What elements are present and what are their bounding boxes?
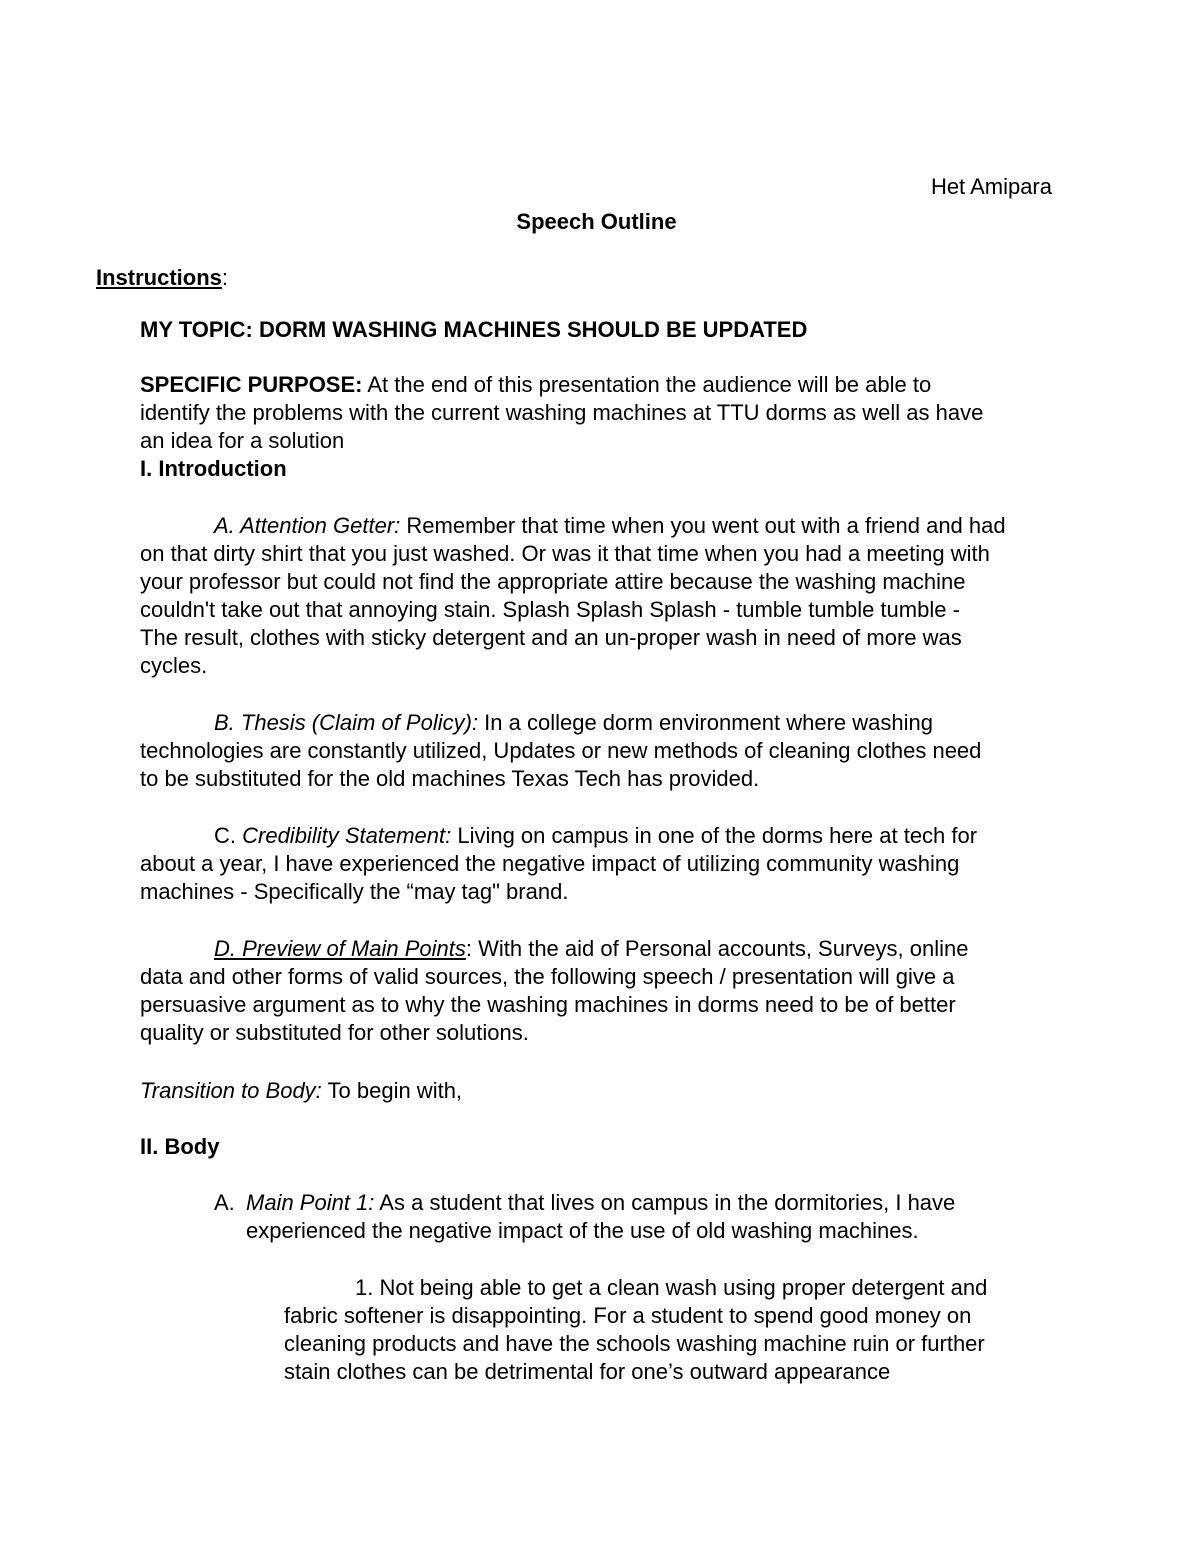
instructions-colon: : — [221, 265, 229, 290]
main-point-1-marker: A. — [214, 1190, 235, 1215]
thesis-line-2: technologies are constantly utilized, Updates or new methods of cleaning clothes need — [140, 738, 982, 763]
transition-label: Transition to Body: — [140, 1078, 322, 1103]
preview-label: D. Preview of Main Points — [214, 936, 466, 961]
thesis-text-1: In a college dorm environment where washing — [478, 710, 933, 735]
instructions-label: Instructions — [96, 265, 222, 290]
attention-line-3: your professor but could not find the appropriate attire because the washing machine — [140, 569, 966, 594]
credibility-line-3: machines - Specifically the “may tag" brand. — [140, 879, 569, 904]
purpose-line-3: an idea for a solution — [140, 428, 345, 453]
topic-line: MY TOPIC: DORM WASHING MACHINES SHOULD BE UPDATED — [140, 317, 808, 342]
attention-line-5: The result, clothes with sticky detergent and an un-proper wash in need of more was — [140, 625, 962, 650]
thesis-line-3: to be substituted for the old machines Texas Tech has provided. — [140, 766, 760, 791]
attention-text-1: Remember that time when you went out with a friend and had — [400, 513, 1006, 538]
purpose-text-1: At the end of this presentation the audience will be able to — [362, 372, 932, 397]
preview-line-4: quality or substituted for other solutions. — [140, 1020, 529, 1045]
attention-label: A. Attention Getter: — [214, 513, 401, 538]
thesis-line-1 — [214, 709, 933, 737]
sub-point-1-line-2: fabric softener is disappointing. For a student to spend good money on — [284, 1303, 972, 1328]
credibility-label: Credibility Statement: — [242, 823, 452, 848]
attention-line-4: couldn't take out that annoying stain. Splash Splash Splash - tumble tumble tumble - — [140, 597, 960, 622]
transition-line — [140, 1077, 462, 1105]
instructions-heading — [96, 264, 228, 292]
thesis-label: B. Thesis (Claim of Policy): — [214, 710, 479, 735]
credibility-text-1: Living on campus in one of the dorms here at tech for — [451, 823, 978, 848]
attention-line-2: on that dirty shirt that you just washed. Or was it that time when you had a meeting with — [140, 541, 990, 566]
sub-point-1-line-1: 1. Not being able to get a clean wash using proper detergent and — [355, 1275, 988, 1300]
preview-line-2: data and other forms of valid sources, the following speech / presentation will give a — [140, 964, 955, 989]
preview-line-1 — [214, 935, 968, 963]
preview-line-3: persuasive argument as to why the washing machines in dorms need to be of better — [140, 992, 956, 1017]
main-point-1-line-2: experienced the negative impact of the use of old washing machines. — [246, 1218, 919, 1243]
preview-text-1: : With the aid of Personal accounts, Surveys, online — [465, 936, 969, 961]
main-point-1-text-1: As a student that lives on campus in the dormitories, I have — [374, 1190, 956, 1215]
attention-line-1 — [214, 512, 1006, 540]
credibility-line-1 — [214, 822, 977, 850]
purpose-line-2: identify the problems with the current washing machines at TTU dorms as well as have — [140, 400, 984, 425]
intro-heading: I. Introduction — [140, 456, 287, 481]
credibility-prefix: C. — [214, 823, 243, 848]
document-title: Speech Outline — [516, 209, 677, 234]
attention-line-6: cycles. — [140, 653, 208, 678]
main-point-1-label: Main Point 1: — [246, 1190, 375, 1215]
author-name: Het Amipara — [930, 174, 1052, 199]
purpose-line-1 — [140, 371, 931, 399]
body-heading: II. Body — [140, 1134, 220, 1159]
purpose-label: SPECIFIC PURPOSE: — [140, 372, 363, 397]
main-point-1-line-1 — [246, 1189, 955, 1217]
credibility-line-2: about a year, I have experienced the negative impact of utilizing community washing — [140, 851, 960, 876]
transition-text: To begin with, — [321, 1078, 463, 1103]
sub-point-1-line-4: stain clothes can be detrimental for one’s outward appearance — [284, 1359, 891, 1384]
sub-point-1-line-3: cleaning products and have the schools washing machine ruin or further — [284, 1331, 985, 1356]
